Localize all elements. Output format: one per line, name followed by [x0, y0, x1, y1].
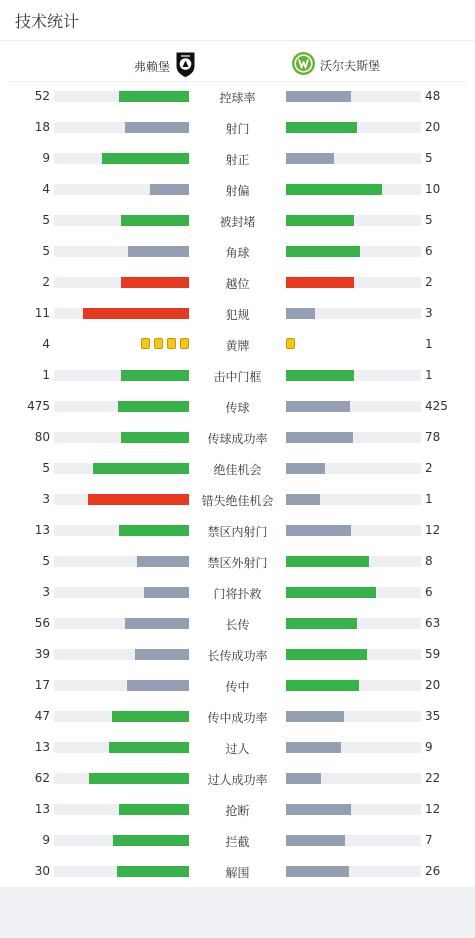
home-team-name: 弗赖堡	[133, 60, 170, 74]
home-bar-fill	[83, 308, 189, 319]
home-value: 3	[42, 492, 50, 506]
stat-row	[0, 329, 475, 360]
away-bar-fill	[286, 494, 320, 505]
stat-row	[0, 608, 475, 639]
away-value: 1	[425, 337, 433, 351]
away-bar-fill	[286, 556, 369, 567]
home-value: 4	[42, 182, 50, 196]
stat-label: 击中门框	[213, 370, 262, 384]
home-value: 3	[42, 585, 50, 599]
away-bar-track	[286, 401, 421, 412]
home-bar-fill	[119, 91, 189, 102]
away-bar-track	[286, 308, 421, 319]
yellow-card-icon	[167, 338, 176, 349]
away-bar-fill	[286, 184, 382, 195]
stat-label: 过人	[225, 742, 250, 756]
stat-label: 禁区内射门	[207, 525, 268, 539]
home-bar-fill	[118, 401, 189, 412]
away-value: 10	[425, 182, 441, 196]
away-value: 2	[425, 275, 433, 289]
stat-row	[0, 81, 475, 112]
away-value: 12	[425, 523, 441, 537]
away-bar-fill	[286, 773, 321, 784]
home-value: 56	[34, 616, 50, 630]
away-bar-track	[286, 91, 421, 102]
home-bar-track	[54, 649, 189, 660]
away-bar-fill	[286, 91, 351, 102]
home-bar-fill	[102, 153, 189, 164]
page-title: 技术统计	[15, 12, 80, 31]
stat-row	[0, 794, 475, 825]
stat-label: 角球	[225, 246, 250, 260]
away-bar-track	[286, 649, 421, 660]
away-value: 5	[425, 213, 433, 227]
home-value: 18	[34, 120, 50, 134]
stat-row	[0, 205, 475, 236]
stat-label: 射门	[225, 122, 250, 136]
home-bar-fill	[121, 215, 189, 226]
stat-label: 错失绝佳机会	[201, 494, 274, 508]
home-bar-fill	[150, 184, 189, 195]
away-value: 20	[425, 678, 441, 692]
away-bar-track	[286, 742, 421, 753]
away-value: 20	[425, 120, 441, 134]
away-bar-fill	[286, 618, 357, 629]
stat-label: 禁区外射门	[207, 556, 268, 570]
home-value: 39	[34, 647, 50, 661]
away-bar-fill	[286, 804, 351, 815]
away-bar-fill	[286, 463, 325, 474]
home-bar-track	[54, 711, 189, 722]
home-value: 4	[42, 337, 50, 351]
away-value: 22	[425, 771, 441, 785]
home-value: 80	[34, 430, 50, 444]
away-value: 6	[425, 244, 433, 258]
stat-label: 传球	[225, 401, 250, 415]
stat-label: 传中成功率	[207, 711, 268, 725]
home-value: 5	[42, 554, 50, 568]
away-team[interactable]	[291, 51, 380, 80]
away-value: 48	[425, 89, 441, 103]
stat-row	[0, 639, 475, 670]
away-value: 12	[425, 802, 441, 816]
home-bar-fill	[137, 556, 189, 567]
away-bar-track	[286, 618, 421, 629]
away-bar-track	[286, 246, 421, 257]
away-bar-fill	[286, 649, 367, 660]
away-bar-fill	[286, 680, 359, 691]
home-bar-fill	[93, 463, 189, 474]
home-value: 5	[42, 461, 50, 475]
stat-row	[0, 267, 475, 298]
stat-row	[0, 112, 475, 143]
stat-row	[0, 422, 475, 453]
away-bar-fill	[286, 215, 354, 226]
stat-label: 传球成功率	[207, 432, 268, 446]
stat-label: 射偏	[225, 184, 250, 198]
home-bar-fill	[121, 370, 189, 381]
away-value: 2	[425, 461, 433, 475]
away-bar-track	[286, 804, 421, 815]
away-bar-fill	[286, 308, 315, 319]
stat-row	[0, 391, 475, 422]
home-value: 1	[42, 368, 50, 382]
home-bar-track	[54, 742, 189, 753]
home-value: 30	[34, 864, 50, 878]
stat-row	[0, 546, 475, 577]
home-bar-fill	[112, 711, 189, 722]
home-bar-track	[54, 680, 189, 691]
home-bar-fill	[119, 804, 189, 815]
wolfsburg-crest-icon	[291, 51, 316, 80]
home-bar-track	[54, 835, 189, 846]
home-yellow-cards	[141, 338, 189, 349]
stat-label: 绝佳机会	[213, 463, 262, 477]
home-value: 11	[34, 306, 50, 320]
away-yellow-cards	[286, 338, 295, 349]
home-value: 5	[42, 244, 50, 258]
home-bar-fill	[135, 649, 189, 660]
home-bar-fill	[127, 680, 189, 691]
away-bar-fill	[286, 277, 354, 288]
home-value: 47	[34, 709, 50, 723]
stat-row	[0, 143, 475, 174]
away-bar-fill	[286, 401, 350, 412]
home-bar-fill	[128, 246, 189, 257]
away-bar-track	[286, 835, 421, 846]
home-bar-track	[54, 153, 189, 164]
yellow-card-icon	[286, 338, 295, 349]
away-value: 9	[425, 740, 433, 754]
stat-label: 长传成功率	[207, 649, 268, 663]
stat-row	[0, 174, 475, 205]
away-value: 1	[425, 368, 433, 382]
home-bar-track	[54, 773, 189, 784]
stat-row	[0, 825, 475, 856]
stat-label: 抢断	[225, 804, 250, 818]
home-value: 5	[42, 213, 50, 227]
away-team-name: 沃尔夫斯堡	[320, 59, 381, 73]
away-bar-fill	[286, 525, 351, 536]
home-value: 9	[42, 151, 50, 165]
home-bar-track	[54, 463, 189, 474]
away-bar-fill	[286, 370, 354, 381]
away-bar-track	[286, 556, 421, 567]
home-bar-track	[54, 122, 189, 133]
home-bar-fill	[117, 866, 189, 877]
home-bar-fill	[109, 742, 189, 753]
home-bar-track	[54, 618, 189, 629]
home-bar-track	[54, 804, 189, 815]
away-value: 63	[425, 616, 441, 630]
teams-header	[8, 44, 467, 82]
stat-row	[0, 763, 475, 794]
home-value: 13	[34, 740, 50, 754]
away-bar-track	[286, 153, 421, 164]
home-bar-track	[54, 432, 189, 443]
home-bar-track	[54, 246, 189, 257]
home-value: 17	[34, 678, 50, 692]
home-value: 62	[34, 771, 50, 785]
home-value: 9	[42, 833, 50, 847]
home-bar-track	[54, 184, 189, 195]
home-bar-fill	[121, 277, 189, 288]
home-bar-track	[54, 308, 189, 319]
away-value: 425	[425, 399, 448, 413]
home-bar-fill	[125, 122, 189, 133]
home-bar-track	[54, 401, 189, 412]
away-bar-track	[286, 525, 421, 536]
stat-label: 过人成功率	[207, 773, 268, 787]
stat-label: 射正	[225, 153, 250, 167]
home-bar-track	[54, 91, 189, 102]
stat-label: 传中	[225, 680, 250, 694]
home-bar-fill	[125, 618, 189, 629]
home-bar-fill	[88, 494, 189, 505]
home-team[interactable]	[134, 52, 195, 81]
home-bar-track	[54, 866, 189, 877]
home-bar-fill	[113, 835, 189, 846]
home-value: 52	[34, 89, 50, 103]
home-value: 475	[27, 399, 50, 413]
home-value: 13	[34, 523, 50, 537]
home-bar-fill	[89, 773, 189, 784]
stat-label: 控球率	[219, 91, 256, 105]
away-bar-track	[286, 773, 421, 784]
away-bar-track	[286, 432, 421, 443]
stat-label: 解围	[225, 866, 250, 880]
away-value: 3	[425, 306, 433, 320]
home-bar-track	[54, 494, 189, 505]
stat-label: 越位	[225, 277, 250, 291]
stat-label: 犯规	[225, 308, 250, 322]
home-bar-track	[54, 277, 189, 288]
home-bar-track	[54, 215, 189, 226]
home-value: 2	[42, 275, 50, 289]
stat-row	[0, 577, 475, 608]
home-bar-track	[54, 525, 189, 536]
stat-row	[0, 236, 475, 267]
stat-row	[0, 515, 475, 546]
away-value: 59	[425, 647, 441, 661]
away-bar-track	[286, 184, 421, 195]
away-bar-track	[286, 122, 421, 133]
home-value: 13	[34, 802, 50, 816]
away-bar-fill	[286, 742, 341, 753]
yellow-card-icon	[141, 338, 150, 349]
away-value: 5	[425, 151, 433, 165]
freiburg-crest-icon	[176, 52, 195, 81]
away-bar-fill	[286, 587, 376, 598]
stat-label: 被封堵	[219, 215, 256, 229]
away-value: 78	[425, 430, 441, 444]
home-bar-track	[54, 370, 189, 381]
away-value: 8	[425, 554, 433, 568]
header-divider	[0, 40, 475, 41]
away-bar-track	[286, 587, 421, 598]
away-value: 35	[425, 709, 441, 723]
home-bar-track	[54, 556, 189, 567]
stat-row	[0, 453, 475, 484]
away-bar-track	[286, 463, 421, 474]
stat-row	[0, 856, 475, 887]
away-bar-fill	[286, 866, 349, 877]
stat-label: 门将扑救	[213, 587, 262, 601]
stats-list	[0, 81, 475, 887]
stat-label: 长传	[225, 618, 250, 632]
home-bar-track	[54, 587, 189, 598]
away-bar-track	[286, 494, 421, 505]
away-bar-track	[286, 680, 421, 691]
away-value: 7	[425, 833, 433, 847]
away-bar-track	[286, 711, 421, 722]
yellow-card-icon	[154, 338, 163, 349]
stat-row	[0, 298, 475, 329]
stat-row	[0, 670, 475, 701]
stat-row	[0, 484, 475, 515]
away-bar-fill	[286, 153, 334, 164]
stat-row	[0, 732, 475, 763]
yellow-card-icon	[180, 338, 189, 349]
away-bar-track	[286, 277, 421, 288]
away-bar-fill	[286, 835, 345, 846]
away-value: 1	[425, 492, 433, 506]
away-bar-fill	[286, 711, 344, 722]
away-value: 6	[425, 585, 433, 599]
away-value: 26	[425, 864, 441, 878]
away-bar-fill	[286, 122, 357, 133]
away-bar-fill	[286, 432, 353, 443]
stat-label: 黄牌	[225, 339, 250, 353]
home-bar-fill	[119, 525, 189, 536]
away-bar-fill	[286, 246, 360, 257]
stat-label: 拦截	[225, 835, 250, 849]
stat-row	[0, 360, 475, 391]
home-bar-fill	[121, 432, 189, 443]
home-bar-fill	[144, 587, 189, 598]
away-bar-track	[286, 215, 421, 226]
away-bar-track	[286, 370, 421, 381]
away-bar-track	[286, 866, 421, 877]
stat-row	[0, 701, 475, 732]
